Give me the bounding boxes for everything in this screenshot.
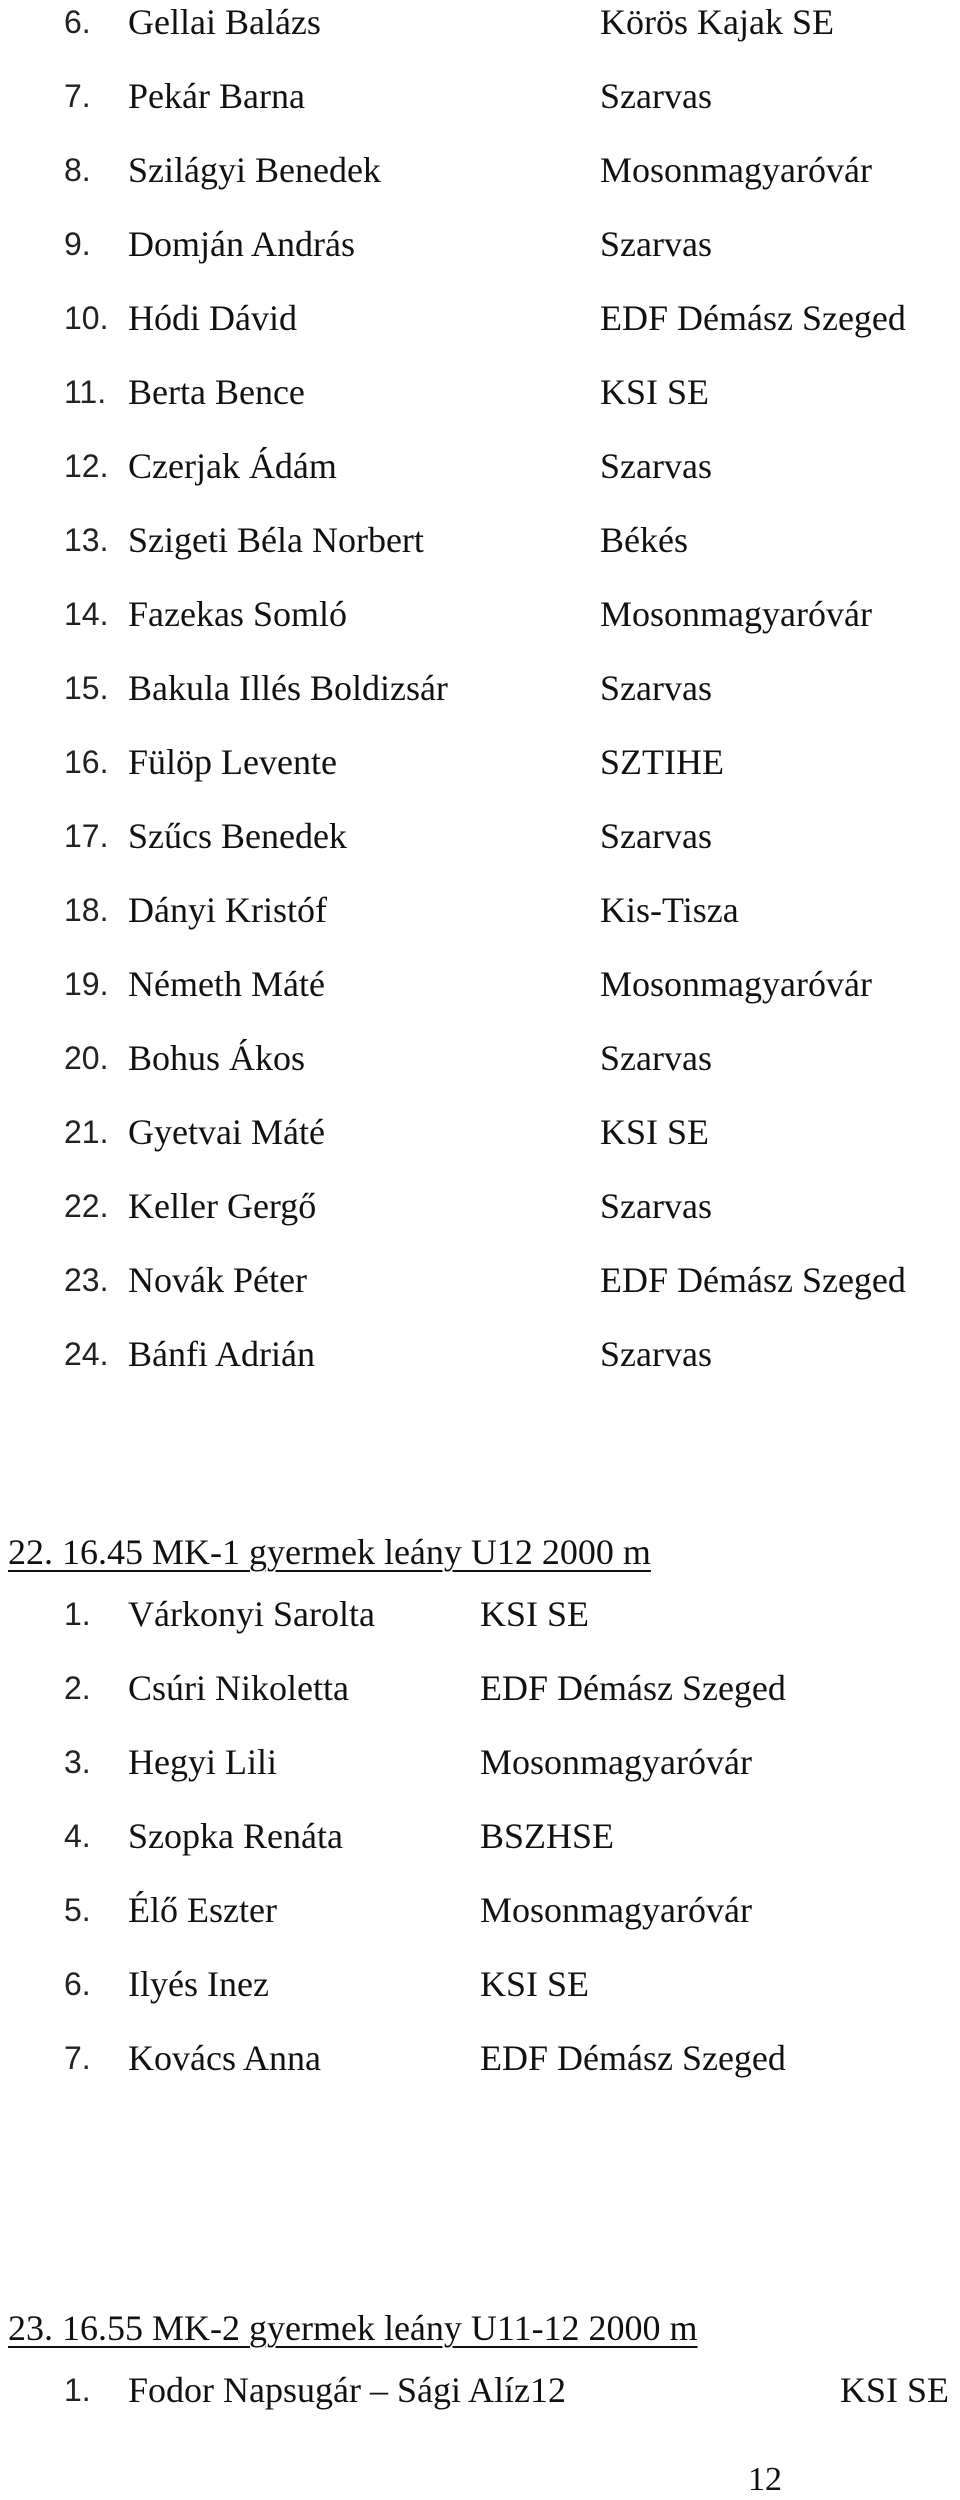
club-name: Szarvas bbox=[600, 1038, 712, 1078]
competitor-name: Gyetvai Máté bbox=[128, 1112, 325, 1152]
club-name: Mosonmagyaróvár bbox=[480, 1890, 752, 1930]
place-number: 10. bbox=[64, 300, 109, 336]
competitor-name: Ilyés Inez bbox=[128, 1964, 269, 2004]
place-number: 7. bbox=[64, 78, 91, 114]
place-number: 7. bbox=[64, 2040, 91, 2076]
competitor-name: Pekár Barna bbox=[128, 76, 305, 116]
competitor-name: Szűcs Benedek bbox=[128, 816, 347, 856]
competitor-name: Fülöp Levente bbox=[128, 742, 337, 782]
club-name: KSI SE bbox=[600, 1112, 710, 1152]
place-number: 11. bbox=[64, 374, 107, 410]
club-name: Szarvas bbox=[600, 76, 712, 116]
club-name: KSI SE bbox=[480, 1594, 590, 1634]
place-number: 4. bbox=[64, 1818, 91, 1854]
club-name: Békés bbox=[600, 520, 688, 560]
club-name: EDF Démász Szeged bbox=[480, 2038, 786, 2078]
club-name: KSI SE bbox=[840, 2370, 950, 2410]
club-name: KSI SE bbox=[600, 372, 710, 412]
club-name: Szarvas bbox=[600, 446, 712, 486]
competitor-name: Berta Bence bbox=[128, 372, 305, 412]
place-number: 12. bbox=[64, 448, 109, 484]
competitor-name: Kovács Anna bbox=[128, 2038, 321, 2078]
competitor-name: Czerjak Ádám bbox=[128, 446, 337, 486]
competitor-name: Domján András bbox=[128, 224, 355, 264]
competitor-name: Hegyi Lili bbox=[128, 1742, 277, 1782]
competitor-name: Novák Péter bbox=[128, 1260, 307, 1300]
club-name: Szarvas bbox=[600, 1186, 712, 1226]
club-name: Kis-Tisza bbox=[600, 890, 739, 930]
competitor-name: Élő Eszter bbox=[128, 1890, 277, 1930]
place-number: 6. bbox=[64, 4, 91, 40]
competitor-name: Szigeti Béla Norbert bbox=[128, 520, 424, 560]
place-number: 6. bbox=[64, 1966, 91, 2002]
page-number: 12 bbox=[748, 2461, 782, 2498]
club-name: BSZHSE bbox=[480, 1816, 615, 1856]
place-number: 3. bbox=[64, 1744, 91, 1780]
place-number: 23. bbox=[64, 1262, 109, 1298]
place-number: 20. bbox=[64, 1040, 109, 1076]
place-number: 21. bbox=[64, 1114, 109, 1150]
place-number: 22. bbox=[64, 1188, 109, 1224]
place-number: 18. bbox=[64, 892, 109, 928]
competitor-name: Bakula Illés Boldizsár bbox=[128, 668, 448, 708]
club-name: Körös Kajak SE bbox=[600, 2, 834, 42]
place-number: 24. bbox=[64, 1336, 109, 1372]
competitor-name: Szopka Renáta bbox=[128, 1816, 343, 1856]
competitor-name: Bohus Ákos bbox=[128, 1038, 306, 1078]
competitor-name: Csúri Nikoletta bbox=[128, 1668, 349, 1708]
club-name: Mosonmagyaróvár bbox=[480, 1742, 752, 1782]
place-number: 17. bbox=[64, 818, 109, 854]
place-number: 1. bbox=[64, 1596, 91, 1632]
place-number: 13. bbox=[64, 522, 109, 558]
competitor-name: Hódi Dávid bbox=[128, 298, 297, 338]
competitor-name: Bánfi Adrián bbox=[128, 1334, 315, 1374]
competitor-name: Keller Gergő bbox=[128, 1186, 317, 1226]
place-number: 14. bbox=[64, 596, 109, 632]
club-name: EDF Démász Szeged bbox=[600, 1260, 906, 1300]
club-name: Szarvas bbox=[600, 668, 712, 708]
race-heading: 23. 16.55 MK-2 gyermek leány U11-12 2000 m bbox=[8, 2308, 698, 2348]
competitor-name: Várkonyi Sarolta bbox=[128, 1594, 375, 1634]
club-name: EDF Démász Szeged bbox=[480, 1668, 786, 1708]
place-number: 2. bbox=[64, 1670, 91, 1706]
place-number: 9. bbox=[64, 226, 91, 262]
competitor-name: Fodor Napsugár – Sági Alíz12 bbox=[128, 2370, 566, 2410]
club-name: Mosonmagyaróvár bbox=[600, 594, 872, 634]
club-name: SZTIHE bbox=[600, 742, 724, 782]
place-number: 19. bbox=[64, 966, 109, 1002]
club-name: Szarvas bbox=[600, 1334, 712, 1374]
race-heading: 22. 16.45 MK-1 gyermek leány U12 2000 m bbox=[8, 1532, 651, 1572]
competitor-name: Szilágyi Benedek bbox=[128, 150, 381, 190]
competitor-name: Dányi Kristóf bbox=[128, 890, 327, 930]
place-number: 16. bbox=[64, 744, 109, 780]
club-name: Mosonmagyaróvár bbox=[600, 964, 872, 1004]
club-name: Szarvas bbox=[600, 816, 712, 856]
place-number: 1. bbox=[64, 2372, 91, 2408]
club-name: KSI SE bbox=[480, 1964, 590, 2004]
competitor-name: Gellai Balázs bbox=[128, 2, 321, 42]
place-number: 15. bbox=[64, 670, 109, 706]
club-name: Mosonmagyaróvár bbox=[600, 150, 872, 190]
club-name: Szarvas bbox=[600, 224, 712, 264]
place-number: 5. bbox=[64, 1892, 91, 1928]
competitor-name: Fazekas Somló bbox=[128, 594, 347, 634]
competitor-name: Németh Máté bbox=[128, 964, 325, 1004]
place-number: 8. bbox=[64, 152, 91, 188]
club-name: EDF Démász Szeged bbox=[600, 298, 906, 338]
